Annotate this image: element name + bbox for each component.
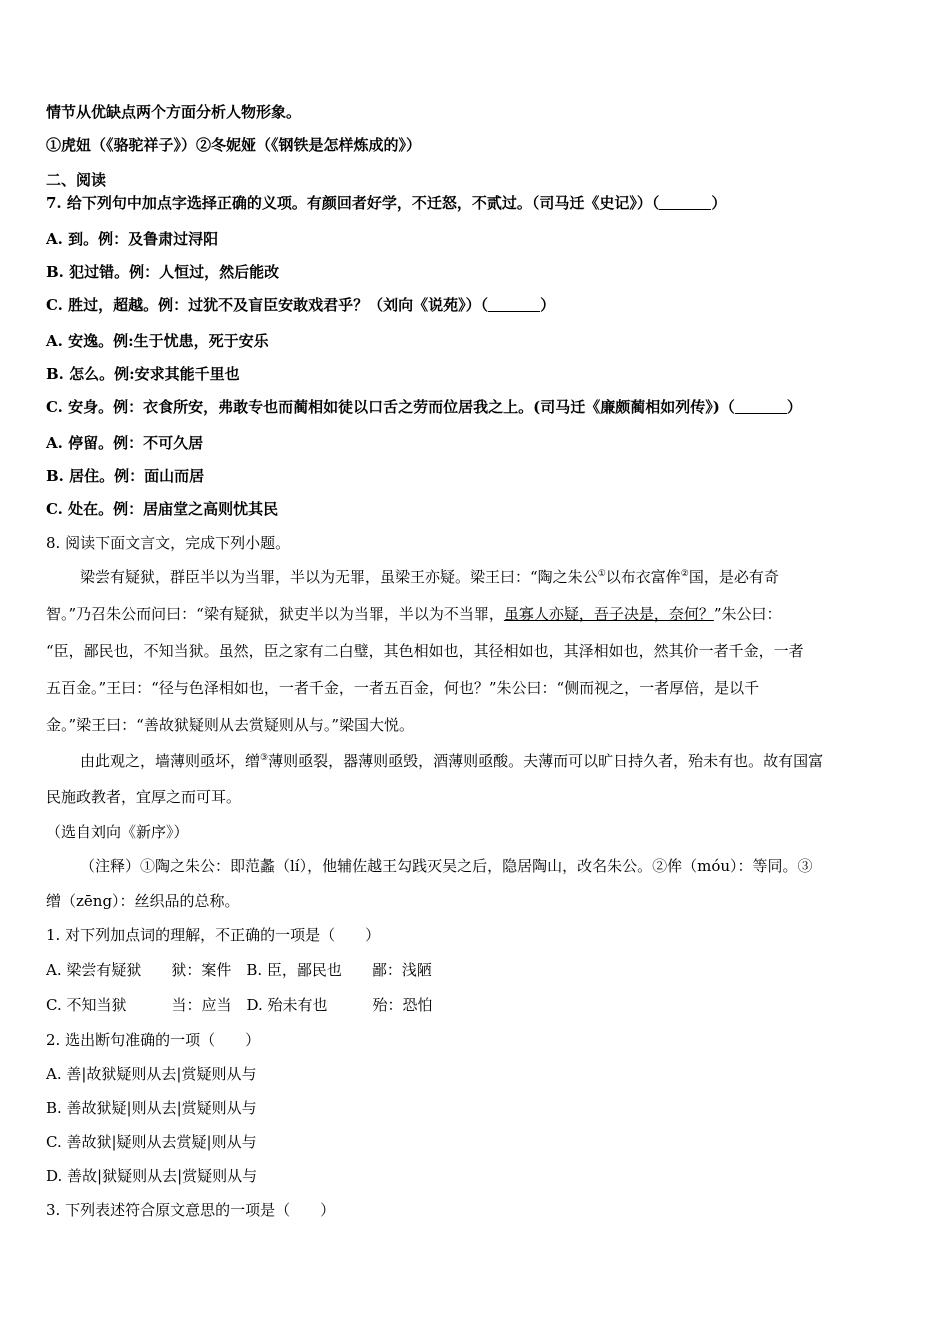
passage-text: ”朱公曰： xyxy=(713,605,782,623)
annotation-line: （注释）①陶之朱公：即范蠡（lí），他辅佐越王勾践灭吴之后，隐居陶山，改名朱公。②侔（móu）：等同。③ xyxy=(80,857,813,875)
passage-text: 由此观之，墙薄则亟坏，缯 xyxy=(80,752,261,770)
subquestion-2-option-c: C. 善故狱|疑则从去赏疑|则从与 xyxy=(46,1133,257,1151)
passage-line xyxy=(80,567,779,587)
passage-line: 民施政教者，宜厚之而可耳。 xyxy=(46,788,242,806)
passage-text: 国，是必有奇 xyxy=(688,568,779,586)
q7-stem-text: 7. 给下列句中加点字选择正确的义项。有颜回者好学，不迁怒，不贰过。（司马迁《史记》）（ xyxy=(46,194,660,212)
passage-line xyxy=(46,604,782,624)
underlined-sentence: 虽寡人亦疑，吾子决是，奈何？ xyxy=(503,605,714,623)
q7-option-a3: A. 停留。例：不可久居 xyxy=(46,434,204,452)
q7-option-c2-text: C. 安身。例：衣食所安，弗敢专也而蔺相如徒以口舌之劳而位居我之上。(司马迁《廉颇蔺相如列传》)（ xyxy=(46,398,735,416)
q7-option-a2: A. 安逸。例:生于忧患，死于安乐 xyxy=(46,332,269,350)
subquestion-2-option-a: A. 善|故狱疑则从去|赏疑则从与 xyxy=(46,1065,257,1083)
subquestion-3-stem: 3. 下列表述符合原文意思的一项是（ ） xyxy=(46,1201,336,1219)
intro-line-2: ①虎妞（《骆驼祥子》）②冬妮娅（《钢铁是怎样炼成的》） xyxy=(46,136,422,154)
answer-blank[interactable] xyxy=(659,195,711,210)
intro-line-1: 情节从优缺点两个方面分析人物形象。 xyxy=(46,103,302,121)
q7-option-c-close: ） xyxy=(540,296,556,314)
annotation-line: 缯（zēng）：丝织品的总称。 xyxy=(46,892,240,910)
passage-text: 薄则亟裂，器薄则亟毁，酒薄则亟酸。夫薄而可以旷日持久者，殆未有也。故有国富 xyxy=(268,752,824,770)
passage-line: “臣，鄙民也，不知当狱。虽然，臣之家有二白璧，其色相如也，其径相如也，其泽相如也，然其价一者千金，一者 xyxy=(46,642,804,660)
footnote-marker: ② xyxy=(680,569,689,579)
q7-option-c2-close: ） xyxy=(786,398,802,416)
q7-option-b3: B. 居住。例：面山而居 xyxy=(46,467,205,485)
q7-option-c-text: C. 胜过，超越。例：过犹不及盲臣安敢戏君乎？（刘向《说苑》）（ xyxy=(46,296,489,314)
subquestion-1-stem: 1. 对下列加点词的理解，不正确的一项是（ ） xyxy=(46,926,381,944)
answer-blank[interactable] xyxy=(735,399,787,414)
q7-stem xyxy=(46,193,726,213)
footnote-marker: ③ xyxy=(260,753,269,763)
q8-stem: 8. 阅读下面文言文，完成下列小题。 xyxy=(46,534,291,552)
passage-text: 梁尝有疑狱，群臣半以为当罪，半以为无罪，虽梁王亦疑。梁王曰：“陶之朱公 xyxy=(80,568,598,586)
q7-option-b2: B. 怎么。例:安求其能千里也 xyxy=(46,365,240,383)
q7-option-c xyxy=(46,295,555,315)
passage-line xyxy=(80,751,823,771)
passage-line: 金。”梁王曰：“善故狱疑则从去赏疑则从与。”梁国大悦。 xyxy=(46,716,415,734)
q7-option-b: B. 犯过错。例：人恒过，然后能改 xyxy=(46,263,280,281)
subquestion-2-option-d: D. 善故|狱疑则从去|赏疑则从与 xyxy=(46,1167,258,1185)
passage-text: 智。”乃召朱公而问曰：“梁有疑狱，狱吏半以为当罪，半以为不当罪， xyxy=(46,605,504,623)
answer-blank[interactable] xyxy=(488,297,540,312)
footnote-marker: ① xyxy=(597,569,606,579)
subquestion-1-options-ab: A. 梁尝有疑狱 狱：案件 B. 臣，鄙民也 鄙：浅陋 xyxy=(46,961,432,979)
subquestion-1-options-cd: C. 不知当狱 当：应当 D. 殆未有也 殆：恐怕 xyxy=(46,996,433,1014)
passage-source: （选自刘向《新序》） xyxy=(46,823,189,841)
section-heading: 二、阅读 xyxy=(46,171,107,189)
passage-line: 五百金。”王曰：“径与色泽相如也，一者千金，一者五百金，何也？”朱公曰：“侧而视之，一者厚倍，是以千 xyxy=(46,679,760,697)
q7-option-c3: C. 处在。例：居庙堂之高则忧其民 xyxy=(46,500,279,518)
passage-text: 以布衣富侔 xyxy=(605,568,681,586)
q7-option-c2 xyxy=(46,397,802,417)
subquestion-2-stem: 2. 选出断句准确的一项（ ） xyxy=(46,1031,261,1049)
q7-stem-close: ） xyxy=(711,194,727,212)
q7-option-a: A. 到。例：及鲁肃过浔阳 xyxy=(46,230,219,248)
subquestion-2-option-b: B. 善故狱疑|则从去|赏疑则从与 xyxy=(46,1099,257,1117)
